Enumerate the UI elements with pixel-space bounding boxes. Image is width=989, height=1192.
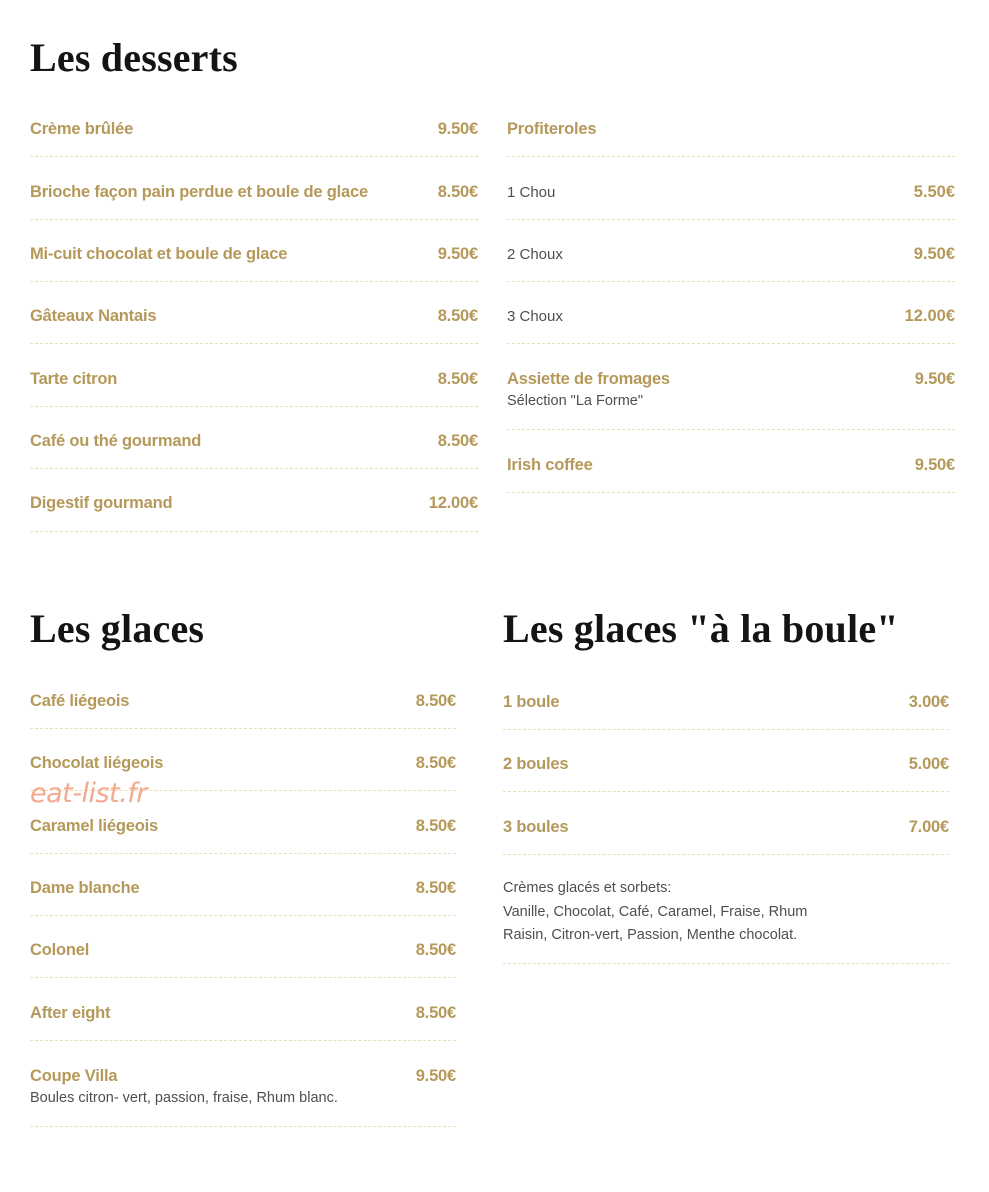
item-price: 8.50€ <box>415 692 456 710</box>
item-price: 7.00€ <box>908 818 949 836</box>
item-name: Caramel liégeois <box>30 817 158 835</box>
flavors-block <box>503 855 949 964</box>
item-name: Brioche façon pain perdue et boule de glace <box>30 183 368 201</box>
item-description: Sélection "La Forme" <box>507 393 644 409</box>
item-price: 9.50€ <box>914 370 955 388</box>
item-name: 3 boules <box>503 818 569 836</box>
glaces-column <box>30 673 456 1127</box>
item-name: Tarte citron <box>30 370 118 388</box>
item-name: Digestif gourmand <box>30 494 173 512</box>
menu-item <box>30 101 478 157</box>
item-price: 8.50€ <box>415 879 456 897</box>
item-price: 5.00€ <box>908 755 949 773</box>
item-name: Gâteaux Nantais <box>30 307 157 325</box>
item-price: 9.50€ <box>437 245 478 263</box>
item-price: 8.50€ <box>415 1004 456 1022</box>
menu-item <box>503 673 949 730</box>
item-description: Boules citron- vert, passion, fraise, Rhum blanc. <box>30 1090 338 1106</box>
item-name: Assiette de fromages <box>507 370 670 388</box>
flavors-text <box>503 877 807 948</box>
item-name: Colonel <box>30 941 90 959</box>
option-name: 1 Chou <box>507 184 556 201</box>
item-name: After eight <box>30 1004 111 1022</box>
menu-item <box>30 469 478 532</box>
profiteroles-option <box>507 282 955 344</box>
item-price: 8.50€ <box>415 941 456 959</box>
boules-column <box>503 673 949 964</box>
glaces-heading: Les glaces <box>30 606 205 651</box>
item-name: Irish coffee <box>507 456 593 474</box>
item-name: Café ou thé gourmand <box>30 432 202 450</box>
desserts-right-column <box>507 101 955 493</box>
menu-item <box>30 673 456 729</box>
item-price: 8.50€ <box>437 370 478 388</box>
item-name: Mi-cuit chocolat et boule de glace <box>30 245 288 263</box>
menu-item <box>30 854 456 916</box>
menu-item <box>507 430 955 493</box>
desserts-heading: Les desserts <box>30 35 238 80</box>
item-name: Profiteroles <box>507 120 597 138</box>
menu-item <box>30 157 478 220</box>
menu-item <box>507 344 955 430</box>
profiteroles-header <box>507 101 955 157</box>
option-name: 3 Choux <box>507 308 563 325</box>
flavors-label: Crèmes glacés et sorbets: <box>503 880 672 896</box>
boules-heading: Les glaces "à la boule" <box>503 606 899 651</box>
profiteroles-option <box>507 220 955 282</box>
menu-item <box>30 916 456 978</box>
option-price: 9.50€ <box>913 245 955 263</box>
menu-item <box>30 1041 456 1127</box>
menu-item <box>30 344 478 407</box>
menu-item <box>503 792 949 855</box>
option-price: 5.50€ <box>913 183 955 201</box>
item-price: 9.50€ <box>415 1067 456 1085</box>
item-name: Chocolat liégeois <box>30 754 164 772</box>
flavors-line: Raisin, Citron-vert, Passion, Menthe chocolat. <box>503 927 798 943</box>
item-price: 8.50€ <box>415 754 456 772</box>
menu-item <box>503 730 949 792</box>
item-price: 8.50€ <box>415 817 456 835</box>
item-name: Dame blanche <box>30 879 140 897</box>
menu-item <box>30 978 456 1041</box>
menu-item <box>30 282 478 344</box>
watermark: eat-list.fr <box>30 778 147 809</box>
item-price: 9.50€ <box>914 456 955 474</box>
item-price: 12.00€ <box>428 494 478 512</box>
option-price: 12.00€ <box>904 307 955 325</box>
item-price: 8.50€ <box>437 307 478 325</box>
item-name: Crème brûlée <box>30 120 134 138</box>
item-price: 3.00€ <box>908 693 949 711</box>
item-price: 9.50€ <box>437 120 478 138</box>
item-price: 8.50€ <box>437 432 478 450</box>
item-name: 2 boules <box>503 755 569 773</box>
item-name: Coupe Villa <box>30 1067 118 1085</box>
option-name: 2 Choux <box>507 246 563 263</box>
profiteroles-option <box>507 157 955 220</box>
item-name: 1 boule <box>503 693 560 711</box>
menu-item <box>30 407 478 469</box>
desserts-left-column <box>30 101 478 532</box>
menu-item <box>30 220 478 282</box>
item-price: 8.50€ <box>437 183 478 201</box>
item-name: Café liégeois <box>30 692 130 710</box>
flavors-line: Vanille, Chocolat, Café, Caramel, Fraise, Rhum <box>503 903 808 920</box>
